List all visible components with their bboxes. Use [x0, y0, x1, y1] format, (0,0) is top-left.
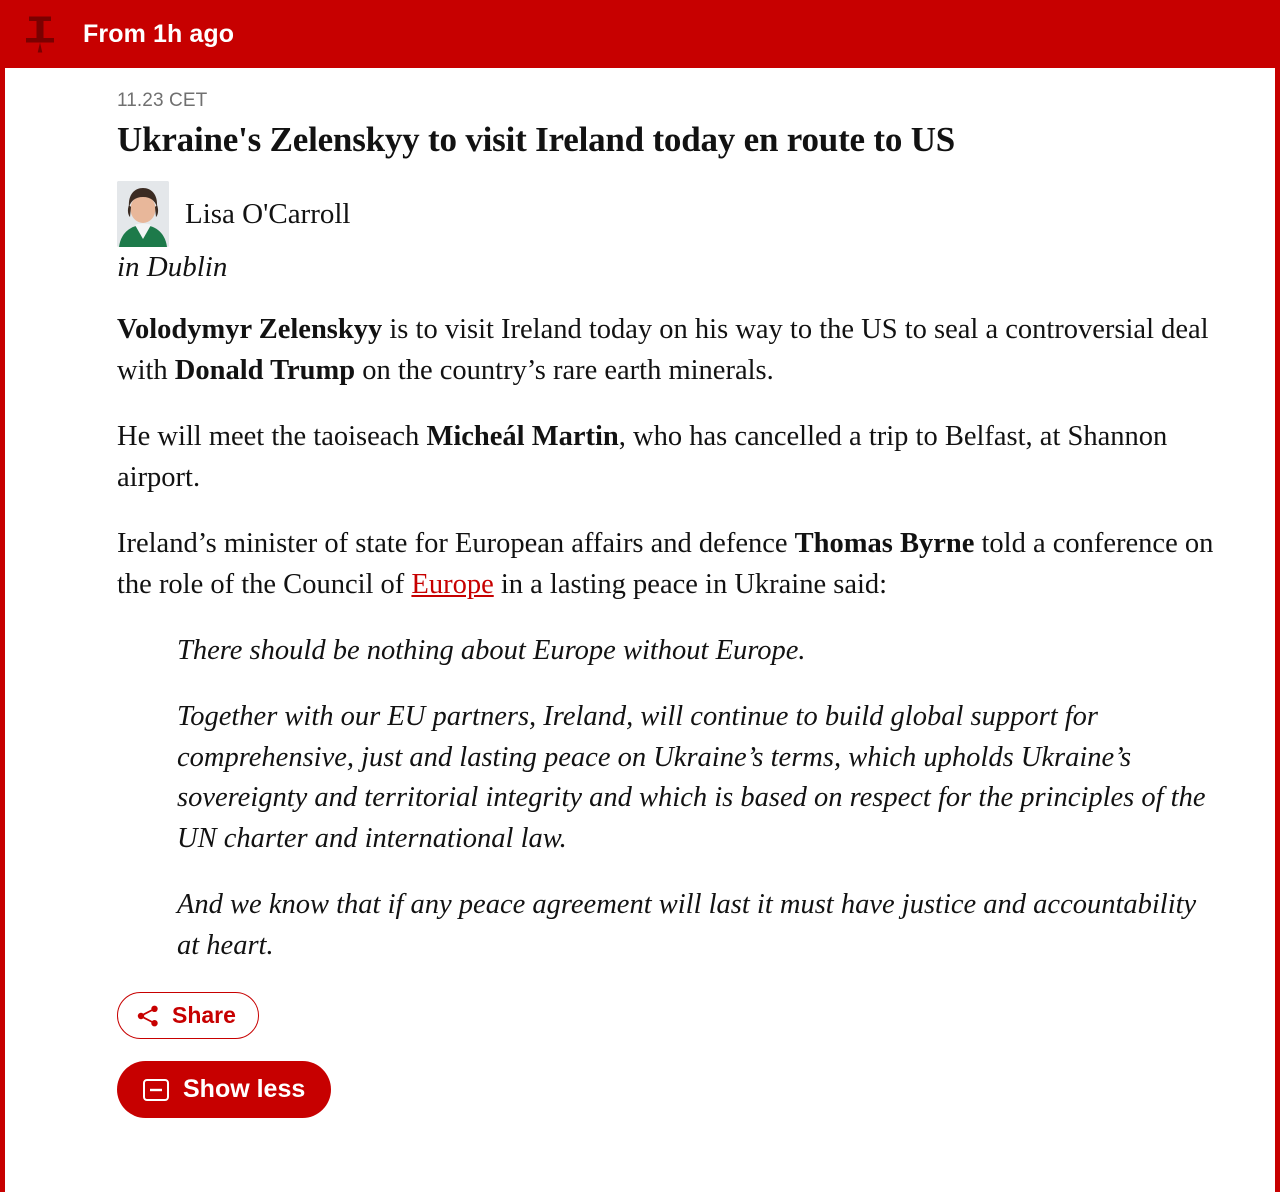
bold-name: Micheál Martin — [426, 421, 619, 453]
show-less-row — [117, 1061, 1223, 1118]
quote-paragraph: Together with our EU partners, Ireland, will continue to build global support for comprehensive, just and lasting peace on Ukraine’s terms, which upholds Ukraine’s sovereignty and territorial integrity and which is based on respect for the principles of the UN charter and international law. — [177, 701, 1206, 854]
byline-location: in Dublin — [117, 251, 228, 284]
body-paragraph — [117, 310, 1223, 391]
post-paragraphs — [117, 310, 1223, 605]
show-less-button[interactable] — [117, 1061, 331, 1118]
bold-name: Thomas Byrne — [794, 528, 975, 560]
pin-icon — [23, 14, 57, 54]
show-less-label: Show less — [183, 1075, 306, 1104]
share-label: Share — [172, 1002, 236, 1029]
bold-name: Volodymyr Zelenskyy — [117, 314, 383, 346]
text-run: told a conference on the role of the Council of — [117, 528, 1214, 600]
page-title: Ukraine's Zelenskyy to visit Ireland today en route to US — [117, 120, 956, 159]
share-icon — [136, 1004, 160, 1028]
post-timestamp: 11.23 CET — [117, 90, 208, 111]
body-paragraph — [117, 417, 1223, 498]
quote-paragraph: There should be nothing about Europe without Europe. — [177, 635, 806, 666]
byline[interactable] — [117, 181, 1223, 247]
share-row — [117, 992, 1223, 1039]
text-run: Ireland’s minister of state for European affairs and defence — [117, 528, 795, 560]
inline-link[interactable]: Europe — [411, 568, 494, 600]
text-run: in a lasting peace in Ukraine said: — [493, 568, 888, 600]
share-button[interactable] — [117, 992, 259, 1039]
quote-paragraph: And we know that if any peace agreement will last it must have justice and accountability at heart. — [177, 889, 1197, 961]
minus-icon — [143, 1077, 169, 1103]
pinned-header-bar — [5, 0, 1275, 68]
pinned-label: From 1h ago — [83, 19, 235, 48]
text-run: He will meet the taoiseach — [117, 421, 427, 453]
text-run: is to visit Ireland today on his way to the US to seal a controversial deal with — [117, 314, 1209, 386]
byline-author-name: Lisa O'Carroll — [185, 197, 351, 230]
bold-name: Donald Trump — [174, 354, 356, 386]
text-run: , who has cancelled a trip to Belfast, at Shannon airport. — [117, 421, 1168, 493]
body-paragraph — [117, 524, 1223, 605]
avatar — [117, 181, 169, 247]
pull-quote — [177, 631, 1223, 966]
text-run: on the country’s rare earth minerals. — [355, 354, 774, 386]
post-body — [5, 68, 1275, 1118]
